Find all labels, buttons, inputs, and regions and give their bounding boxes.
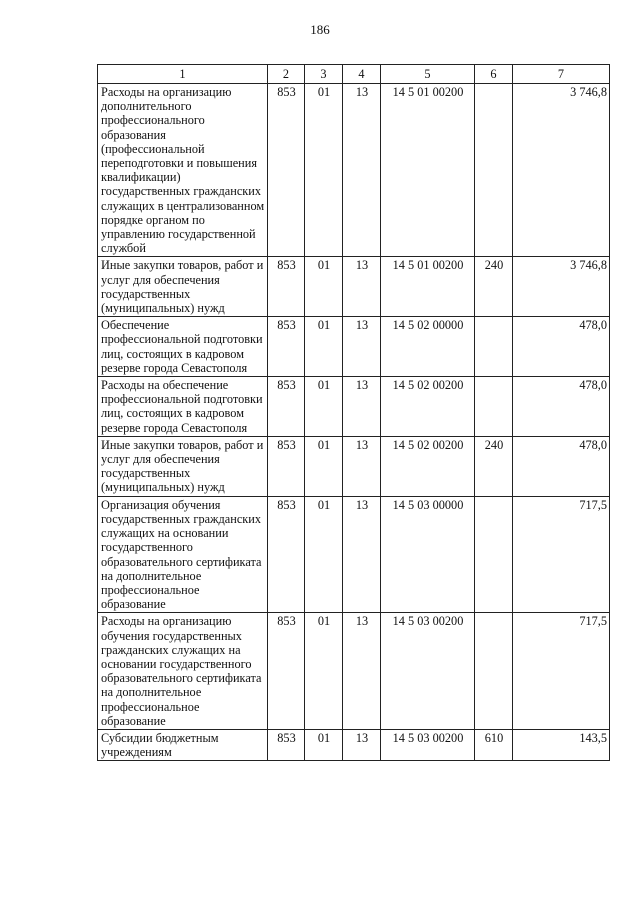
target-article-code: 14 5 02 00200 [381,377,475,437]
amount: 478,0 [513,317,610,377]
ministry-code: 853 [268,496,305,613]
header-cell: 1 [98,65,268,84]
header-cell: 6 [475,65,513,84]
expense-type-code [475,377,513,437]
ministry-code: 853 [268,377,305,437]
amount: 717,5 [513,613,610,730]
section-code: 01 [305,496,343,613]
header-cell: 2 [268,65,305,84]
target-article-code: 14 5 02 00000 [381,317,475,377]
subsection-code: 13 [343,317,381,377]
amount: 3 746,8 [513,84,610,257]
expense-type-code: 240 [475,436,513,496]
section-code: 01 [305,84,343,257]
expense-name: Субсидии бюджетным учреждениям [98,729,268,760]
expense-name: Расходы на обеспечение профессиональной подготовки лиц, состоящих в кадровом резерве города Севастополя [98,377,268,437]
table-row [98,496,610,613]
target-article-code: 14 5 03 00200 [381,613,475,730]
header-cell: 7 [513,65,610,84]
budget-table [97,64,610,761]
subsection-code: 13 [343,729,381,760]
expense-name: Обеспечение профессиональной подготовки лиц, состоящих в кадровом резерве города Севастополя [98,317,268,377]
table-row [98,729,610,760]
expense-name: Организация обучения государственных гражданских служащих на основании государственного образовательного сертификата на дополнительное профессиональное образование [98,496,268,613]
amount: 717,5 [513,496,610,613]
table-header-row [98,65,610,84]
ministry-code: 853 [268,729,305,760]
expense-type-code [475,317,513,377]
amount: 143,5 [513,729,610,760]
ministry-code: 853 [268,317,305,377]
expense-type-code: 610 [475,729,513,760]
amount: 478,0 [513,377,610,437]
header-cell: 5 [381,65,475,84]
ministry-code: 853 [268,436,305,496]
amount: 3 746,8 [513,257,610,317]
ministry-code: 853 [268,84,305,257]
table-row [98,317,610,377]
expense-type-code [475,496,513,613]
section-code: 01 [305,729,343,760]
table-row [98,436,610,496]
subsection-code: 13 [343,84,381,257]
subsection-code: 13 [343,377,381,437]
expense-name: Иные закупки товаров, работ и услуг для обеспечения государственных (муниципальных) нужд [98,436,268,496]
target-article-code: 14 5 02 00200 [381,436,475,496]
ministry-code: 853 [268,257,305,317]
section-code: 01 [305,317,343,377]
expense-name: Расходы на организацию обучения государственных гражданских служащих на основании государственного образовательного сертификата на дополнительное профессиональное образование [98,613,268,730]
expense-name: Иные закупки товаров, работ и услуг для обеспечения государственных (муниципальных) нужд [98,257,268,317]
subsection-code: 13 [343,613,381,730]
section-code: 01 [305,377,343,437]
section-code: 01 [305,257,343,317]
subsection-code: 13 [343,496,381,613]
expense-type-code: 240 [475,257,513,317]
table-row [98,257,610,317]
header-cell: 4 [343,65,381,84]
ministry-code: 853 [268,613,305,730]
amount: 478,0 [513,436,610,496]
page-number: 186 [310,22,330,37]
expense-type-code [475,613,513,730]
table-row [98,377,610,437]
target-article-code: 14 5 01 00200 [381,257,475,317]
subsection-code: 13 [343,436,381,496]
target-article-code: 14 5 01 00200 [381,84,475,257]
expense-type-code [475,84,513,257]
expense-name: Расходы на организацию дополнительного профессионального образования (профессиональной переподготовки и повышения квалификации) государственных гражданских служащих в централизованном порядке органом по управлению государственной службой [98,84,268,257]
section-code: 01 [305,613,343,730]
subsection-code: 13 [343,257,381,317]
section-code: 01 [305,436,343,496]
header-cell: 3 [305,65,343,84]
table-row [98,613,610,730]
table-row [98,84,610,257]
target-article-code: 14 5 03 00000 [381,496,475,613]
target-article-code: 14 5 03 00200 [381,729,475,760]
